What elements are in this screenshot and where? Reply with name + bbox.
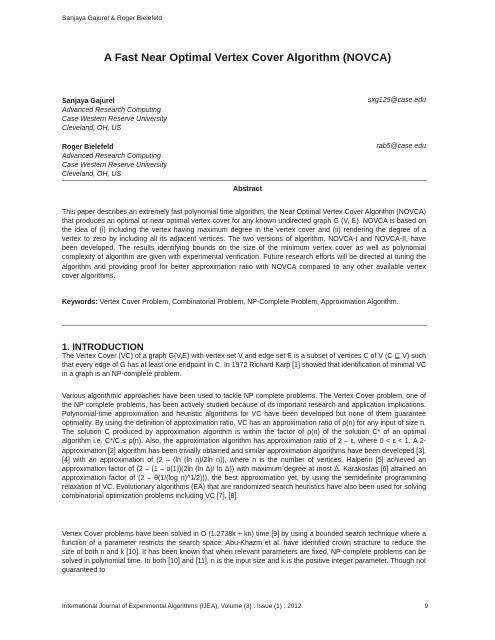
author-email: sxg125@case.edu <box>367 97 426 104</box>
author-name: Sanjaya Gajurel <box>62 98 115 105</box>
author-affiliation-line: Cleveland, OH, US <box>62 171 122 178</box>
keywords <box>62 298 426 307</box>
author-email: rab5@case.edu <box>376 143 426 150</box>
author-block-2 <box>62 143 167 179</box>
abstract-text: This paper describes an extremely fast polynomial time algorithm, the Near Optimal Vertex Cover Algorithm (NOVCA) that produces an optimal or near optimal vertex cover for any known undirected graph G (V, E). NOVCA is based on the idea of (i) including the vertex having maximum degree in the vertex cover and (ii) rendering the degree of a vertex to zero by including all its adjacent vertices. The two versions of algorithm, NOVCA-I and NOVCA-II, have been developed. The results identifying bounds on the size of the minimum vertex cover as well as polynomial complexity of algorithm are given with experimental verification. Future research efforts will be directed at tuning the algorithm and providing proof for better approximation ratio with NOVCA compared to any other available vertex cover algorithms. <box>62 209 426 280</box>
body-paragraph: The Vertex Cover (VC) of a graph G(V,E) with vertex set V and edge set E is a subset of vertices C of V (C ⊑ V) such that every edge of G has at least one endpoint in C. In 1972 Richard Karp [1] showed that identification of minimal VC in a graph is an NP-complete problem. <box>62 353 426 379</box>
author-affiliation-line: Advanced Research Computing <box>62 153 161 160</box>
page-footer <box>62 603 428 610</box>
section-heading: 1. INTRODUCTION <box>62 342 144 352</box>
divider <box>62 325 427 326</box>
divider <box>62 180 427 181</box>
keywords-text: Vertex Cover Problem, Combinatorial Problem, NP-Complete Problem, Approximation Algorithm. <box>97 299 399 306</box>
author-affiliation-line: Advanced Research Computing <box>62 107 161 114</box>
author-affiliation-line: Case Western Reserve University <box>62 116 167 123</box>
body-paragraph: Various algorithmic approaches have been used to tackle NP complete problems. The Vertex Cover problem, one of the NP complete problems, has been actively studied because of its important research and application implications. Polynomial-time approximation and heuristic algorithms for VC have been developed but none of them guarantee optimality. By using the definition of approximation ratio, VC has an approximation ratio of ρ(n) for any input of size n. The solution C produced by approximation algorithm is within the factor of ρ(n) of the solution C* of an optimal algorithm i.e. C*/C ≤ ρ(n). Also, the approximation algorithm has approximation ratio of 2 – ε, where 0 < ε < 1. A 2-approximation [2] algorithm has been trivially obtained and similar approximation algorithms have been developed [3], [4] with an approximation of (2 – (ln (ln n)/2ln n)), where n is the number of vertices. Halperin [5] achieved an approximation factor of (2 – (1 – o(1))(2ln (ln Δ)/ ln Δ)) with maximum degree at most Δ. Karakostas [6] attained an approximation factor of (2 – θ(1/(log n)^1/2))), the best approximation yet, by using the semidefinite programming relaxation of VC. Evolutionary algorithms (EA) that are randomized search heuristics have also been used for solving combinatorial optimization problems including VC [7], [8]. <box>62 393 426 501</box>
author-affiliation-line: Case Western Reserve University <box>62 162 167 169</box>
author-name: Roger Bielefeld <box>62 144 114 151</box>
body-paragraph: Vertex Cover problems have been solved in O (1.2738k + kn) time [9] by using a bounded search technique where a function of a parameter restricts the search space. Abu-Khazm et al. have identified crown structure to reduce the size of both n and k [10]. It has been known that when relevant parameters are fixed, NP-complete problems can be solved in polynomial time. In both [10] and [11], n is the input size and k is the positive integer parameter. Though not guaranteed to <box>62 531 426 575</box>
paper-title: A Fast Near Optimal Vertex Cover Algorithm (NOVCA) <box>103 52 392 64</box>
author-block-1 <box>62 97 167 133</box>
running-head: Sanjaya Gajurel & Roger Bielefeld <box>62 15 163 22</box>
author-affiliation-line: Cleveland, OH, US <box>62 125 122 132</box>
keywords-label: Keywords: <box>62 299 98 306</box>
abstract-heading: Abstract <box>232 184 263 193</box>
journal-citation: International Journal of Experimental Algorithms (IJEA), Volume (3) : Issue (1) : 2012 <box>62 603 302 610</box>
page-number: 9 <box>424 603 428 610</box>
